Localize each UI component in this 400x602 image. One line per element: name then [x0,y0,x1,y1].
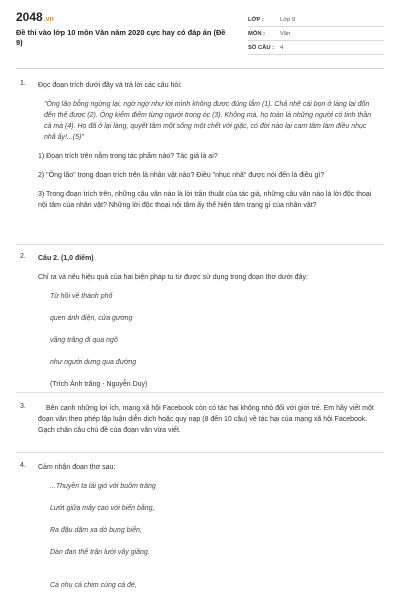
question-1 [20,80,380,219]
question-number: 2. [20,253,26,260]
question-number: 1. [20,80,26,87]
question-2 [20,253,380,398]
meta-row-class [248,13,384,27]
sub-question-1: 1) Đoạn trích trên nằm trong tác phẩm nào? Tác giả là ai? [38,153,218,160]
quote-passage: "Ông lão bỗng ngừng lại, ngờ ngợ như lời mình không được đúng lắm (1). Chả nhẽ cái bọn ở làng lại đốn đến thế được (2). Ông kiểm điểm từng người trong óc (3). Không mà, họ toàn là những người có tinh thần cả mà (4). Họ đã ở lại làng, quyết tâm một sống một chết với giặc, có đời nào lại cam tâm làm điều nhục nhã ấy!...(5)" [44,101,372,141]
verse-line: Ra đậu dặm xa dò bụng biển, [50,527,142,534]
meta-value: Lớp 9 [280,16,296,23]
header [16,10,384,60]
question-number: 3. [20,403,26,410]
meta-key: SỐ CÂU : [248,44,275,51]
brand-logo[interactable] [16,10,54,24]
question-divider [16,392,384,393]
question-3 [20,403,380,444]
header-divider [16,68,384,69]
document-title: Đề thi vào lớp 10 môn Văn năm 2020 cực hay có đáp án (Đề 9) [16,28,226,47]
verse-line: vầng trăng đi qua ngõ [50,337,118,344]
meta-table [248,13,384,55]
brand-suffix: .vn [43,16,54,23]
question-text: Bên cạnh những lợi ích, mạng xã hội Facebook còn có tác hại không nhỏ đối với giới trẻ. Em hãy viết một đoạn văn theo phép lập luận diễn dịch hoặc quy nạp (8 đến 10 câu) về tác hại của mạng xã hội Facebook. Gạch chân câu chủ đề của đoạn văn vừa viết. [38,405,374,434]
question-divider [16,452,384,453]
sub-question-3: 3) Trong đoạn trích trên, những câu văn nào là lời trần thuật của tác giả, những câu văn nào là lời độc thoại nội tâm của nhân vật? Những lời độc thoại nội tâm ấy thể hiện tâm trạng gì của nhân vật? [38,191,372,209]
meta-value: Văn [280,30,291,37]
verse-line: Lướt giữa mây cao với biển bằng, [50,505,155,512]
verse-line: Từ hồi về thành phố [50,293,113,300]
brand-name: 2048 [16,10,43,24]
meta-row-count [248,41,384,55]
question-4 [20,462,380,602]
sub-question-2: 2) "Ông lão" trong đoạn trích trên là nhân vật nào? Điều "nhục nhã" được nói đến là điều gì? [38,172,325,179]
verse-line: Cá nhụ cá chim cùng cá đé, [50,582,137,589]
meta-key: LỚP : [248,16,264,23]
question-title: Câu 2. (1,0 điểm) [38,255,94,262]
question-divider [16,244,384,245]
meta-value: 4 [280,44,284,51]
verse-line: ...Thuyền ta lái gió với buồm trăng [50,483,156,490]
question-intro: Chỉ ra và nêu hiệu quả của hai biện pháp tu từ được sử dụng trong đoạn thơ dưới đây: [38,274,308,281]
question-intro: Đọc đoạn trích dưới đây và trả lời các câu hỏi: [38,82,182,89]
meta-row-subject [248,27,384,41]
verse-source: (Trích Ánh trăng - Nguyễn Duy) [50,381,148,388]
meta-key: MÔN : [248,30,266,37]
verse-line: quen ánh điện, cửa gương [50,315,133,322]
question-intro: Cảm nhận đoạn thơ sau: [38,464,116,471]
question-number: 4. [20,462,26,469]
verse-line: như người dưng qua đường [50,359,137,366]
verse-line: Dàn đan thế trận lưới vây giăng. [50,549,150,556]
